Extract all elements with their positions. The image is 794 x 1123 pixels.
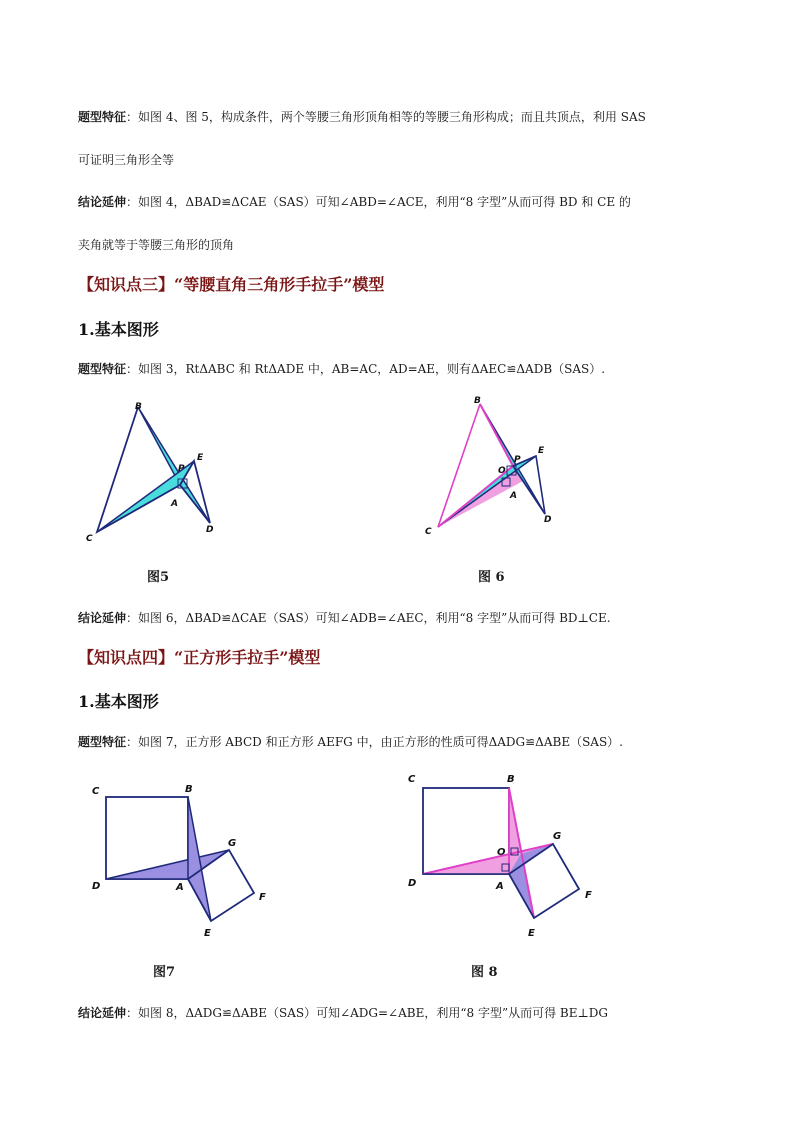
fig6-label-b: B xyxy=(474,396,481,406)
fig6-label-d: D xyxy=(544,515,552,525)
fig8-label-o: O xyxy=(497,847,506,858)
fig7-label-f: F xyxy=(259,892,266,903)
figure-6 xyxy=(420,390,570,540)
fig5-label-e: E xyxy=(197,453,204,463)
fig7-label-e: E xyxy=(204,928,211,939)
fig6-label-p: P xyxy=(514,455,521,465)
fig5-label-c: C xyxy=(86,534,93,544)
fig5-label-a: A xyxy=(171,499,178,509)
feature-line-1: 题型特征：如图 4、图 5，构成条件，两个等腰三角形顶角相等的等腰三角形构成；而且共顶点，利用 SAS xyxy=(78,110,646,124)
conclusion-line-2: 夹角就等于等腰三角形的顶角 xyxy=(78,238,235,252)
fig7-label-c: C xyxy=(92,786,100,797)
fig7-label-a: A xyxy=(176,882,184,893)
fig5-label-p: P xyxy=(178,464,185,474)
section3-feature: 题型特征：如图 3，RtΔABC 和 RtΔADE 中，AB=AC，AD=AE，则有ΔAEC≌ΔADB（SAS）. xyxy=(78,362,606,376)
figure-5-caption: 图5 xyxy=(147,570,170,585)
figure-6-caption: 图 6 xyxy=(478,570,505,585)
section4-heading: 【知识点四】“正方形手拉手”模型 xyxy=(78,648,321,667)
figure-7 xyxy=(86,778,286,943)
section3-heading: 【知识点三】“等腰直角三角形手拉手”模型 xyxy=(78,275,385,294)
fig6-label-e: E xyxy=(538,446,545,456)
fig8-label-d: D xyxy=(408,878,417,889)
fig7-label-b: B xyxy=(185,784,193,795)
fig5-label-b: B xyxy=(135,402,142,412)
fig7-label-d: D xyxy=(92,881,101,892)
section3-conclusion: 结论延伸：如图 6，ΔBAD≌ΔCAE（SAS）可知∠ADB=∠AEC，利用“8 字型”从而可得 BD⊥CE. xyxy=(78,611,611,625)
fig7-label-g: G xyxy=(228,838,237,849)
fig8-label-c: C xyxy=(408,774,416,785)
fig8-label-g: G xyxy=(553,831,562,842)
section3-subheading: 1.基本图形 xyxy=(78,320,159,339)
section4-feature: 题型特征：如图 7，正方形 ABCD 和正方形 AEFG 中，由正方形的性质可得ΔADG≌ΔABE（SAS）. xyxy=(78,735,623,749)
fig8-label-a: A xyxy=(496,881,504,892)
figure-8-caption: 图 8 xyxy=(471,965,498,980)
fig5-label-d: D xyxy=(206,525,214,535)
feature-line-2: 可证明三角形全等 xyxy=(78,153,175,167)
fig6-label-c: C xyxy=(425,527,432,537)
section4-conclusion: 结论延伸：如图 8，ΔADG≌ΔABE（SAS）可知∠ADG=∠ABE，利用“8 字型”从而可得 BE⊥DG xyxy=(78,1006,608,1020)
conclusion-line-1: 结论延伸：如图 4，ΔBAD≌ΔCAE（SAS）可知∠ABD=∠ACE，利用“8 字型”从而可得 BD 和 CE 的 xyxy=(78,195,631,209)
fig6-label-a: A xyxy=(510,491,517,501)
figure-5 xyxy=(80,395,230,545)
figure-7-caption: 图7 xyxy=(153,965,176,980)
section4-subheading: 1.基本图形 xyxy=(78,692,159,711)
figure-8 xyxy=(403,768,603,943)
fig8-label-f: F xyxy=(585,890,592,901)
fig8-label-b: B xyxy=(507,774,515,785)
fig6-label-o: O xyxy=(498,466,506,476)
fig8-label-e: E xyxy=(528,928,535,939)
